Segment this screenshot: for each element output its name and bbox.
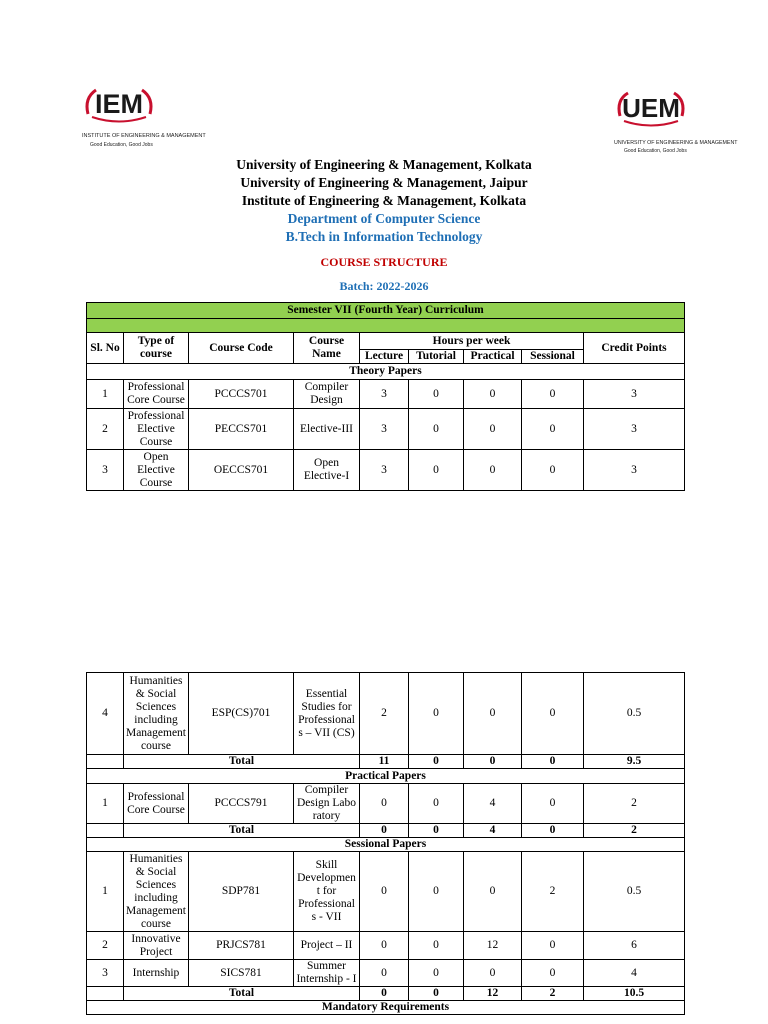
row-lecture: 3 [360,450,409,491]
section-mandatory-requirements: Mandatory Requirements [87,1001,685,1015]
header-sl-no: Sl. No [87,333,124,364]
row-name: Project – II [294,932,360,960]
row-code: PCCCS701 [189,380,294,409]
header-course-code: Course Code [189,333,294,364]
total-blank-cell [87,755,124,769]
row-sessional: 0 [522,960,584,987]
row-type: Professional Core Course [124,784,189,824]
row-credit: 3 [584,409,685,450]
row-lecture: 3 [360,409,409,450]
university-kolkata-title: University of Engineering & Management, Kolkata [236,157,532,172]
row-type: Internship [124,960,189,987]
total-blank-cell [87,987,124,1001]
row-sl: 1 [87,784,124,824]
row-name: Elective-III [294,409,360,450]
row-practical: 0 [464,450,522,491]
row-lecture: 3 [360,380,409,409]
iem-emblem-icon [78,86,206,152]
row-name: Compiler Design Labo ratory [294,784,360,824]
theory-total-row [87,755,685,769]
row-name: Summer Internship - I [294,960,360,987]
row-type: Professional Core Course [124,380,189,409]
curriculum-table-top [86,302,685,491]
row-sl: 4 [87,673,124,755]
uem-acronym: UEM [622,93,680,123]
row-name: Compiler Design [294,380,360,409]
row-sl: 3 [87,450,124,491]
header-lecture: Lecture [360,350,409,364]
table-row [87,932,685,960]
table-row [87,409,685,450]
header-hours-per-week: Hours per week [360,333,584,350]
practical-total-row [87,824,685,838]
total-practical: 4 [464,824,522,838]
row-lecture: 0 [360,960,409,987]
total-credit: 10.5 [584,987,685,1001]
row-lecture: 0 [360,784,409,824]
row-sessional: 0 [522,450,584,491]
row-code: PRJCS781 [189,932,294,960]
header-credit-points: Credit Points [584,333,685,364]
department-title: Department of Computer Science [287,211,481,226]
row-tutorial: 0 [409,673,464,755]
row-practical: 0 [464,409,522,450]
header-sessional: Sessional [522,350,584,364]
iem-logo [78,86,206,152]
row-credit: 0.5 [584,673,685,755]
row-code: PECCS701 [189,409,294,450]
uem-logo-line1: UNIVERSITY OF ENGINEERING & MANAGEMENT [614,140,738,146]
row-credit: 0.5 [584,852,685,932]
row-tutorial: 0 [409,409,464,450]
total-lecture: 0 [360,987,409,1001]
row-type: Humanities & Social Sciences including Management course [124,852,189,932]
row-tutorial: 0 [409,852,464,932]
row-type: Innovative Project [124,932,189,960]
table-row [87,380,685,409]
section-sessional-papers: Sessional Papers [87,838,685,852]
total-label: Total [124,987,360,1001]
total-label: Total [124,755,360,769]
uem-emblem-icon [612,90,738,156]
row-name: Essential Studies for Professional s – VII (CS) [294,673,360,755]
row-practical: 0 [464,673,522,755]
row-name: Open Elective-I [294,450,360,491]
section-practical-papers: Practical Papers [87,769,685,784]
total-blank-cell [87,824,124,838]
row-practical: 4 [464,784,522,824]
row-sessional: 0 [522,932,584,960]
row-type: Humanities & Social Sciences including Management course [124,673,189,755]
semester-title: Semester VII (Fourth Year) Curriculum [87,303,685,319]
row-credit: 2 [584,784,685,824]
row-sl: 2 [87,932,124,960]
header-practical: Practical [464,350,522,364]
uem-logo [612,90,738,156]
institute-kolkata-title: Institute of Engineering & Management, Kolkata [241,193,527,208]
row-sl: 1 [87,380,124,409]
curriculum-table-continued [86,672,685,1015]
row-practical: 0 [464,380,522,409]
row-lecture: 0 [360,852,409,932]
row-tutorial: 0 [409,932,464,960]
table-row [87,960,685,987]
row-tutorial: 0 [409,450,464,491]
table-row [87,673,685,755]
total-credit: 2 [584,824,685,838]
row-practical: 12 [464,932,522,960]
batch-label: Batch: 2022-2026 [339,279,429,293]
row-tutorial: 0 [409,380,464,409]
iem-logo-line1: INSTITUTE OF ENGINEERING & MANAGEMENT [82,133,206,139]
row-type: Open Elective Course [124,450,189,491]
row-sl: 3 [87,960,124,987]
total-practical: 12 [464,987,522,1001]
university-jaipur-title: University of Engineering & Management, Jaipur [240,175,528,190]
row-sl: 2 [87,409,124,450]
total-tutorial: 0 [409,755,464,769]
row-lecture: 0 [360,932,409,960]
header-course-name: Course Name [294,333,360,364]
total-sessional: 2 [522,987,584,1001]
row-tutorial: 0 [409,960,464,987]
table-row [87,784,685,824]
header-type-of-course: Type of course [124,333,189,364]
total-sessional: 0 [522,755,584,769]
table-row [87,450,685,491]
row-sessional: 0 [522,409,584,450]
row-credit: 3 [584,450,685,491]
course-structure-heading: COURSE STRUCTURE [320,255,448,269]
row-practical: 0 [464,960,522,987]
row-lecture: 2 [360,673,409,755]
total-tutorial: 0 [409,824,464,838]
row-code: SICS781 [189,960,294,987]
program-title: B.Tech in Information Technology [285,229,483,244]
row-sessional: 0 [522,380,584,409]
row-sessional: 2 [522,852,584,932]
total-sessional: 0 [522,824,584,838]
row-name: Skill Developmen t for Professional s - VII [294,852,360,932]
section-theory-papers: Theory Papers [87,364,685,380]
total-label: Total [124,824,360,838]
row-credit: 4 [584,960,685,987]
iem-logo-line2: Good Education, Good Jobs [90,142,153,148]
row-type: Professional Elective Course [124,409,189,450]
header-tutorial: Tutorial [409,350,464,364]
row-tutorial: 0 [409,784,464,824]
row-credit: 3 [584,380,685,409]
row-practical: 0 [464,852,522,932]
row-code: PCCCS791 [189,784,294,824]
total-lecture: 0 [360,824,409,838]
row-code: ESP(CS)701 [189,673,294,755]
total-tutorial: 0 [409,987,464,1001]
row-sessional: 0 [522,673,584,755]
total-practical: 0 [464,755,522,769]
row-credit: 6 [584,932,685,960]
row-code: OECCS701 [189,450,294,491]
iem-acronym: IEM [94,89,144,119]
green-spacer-row [87,319,685,333]
row-sl: 1 [87,852,124,932]
uem-logo-line2: Good Education, Good Jobs [624,148,687,154]
total-lecture: 11 [360,755,409,769]
sessional-total-row [87,987,685,1001]
row-sessional: 0 [522,784,584,824]
total-credit: 9.5 [584,755,685,769]
table-row [87,852,685,932]
row-code: SDP781 [189,852,294,932]
